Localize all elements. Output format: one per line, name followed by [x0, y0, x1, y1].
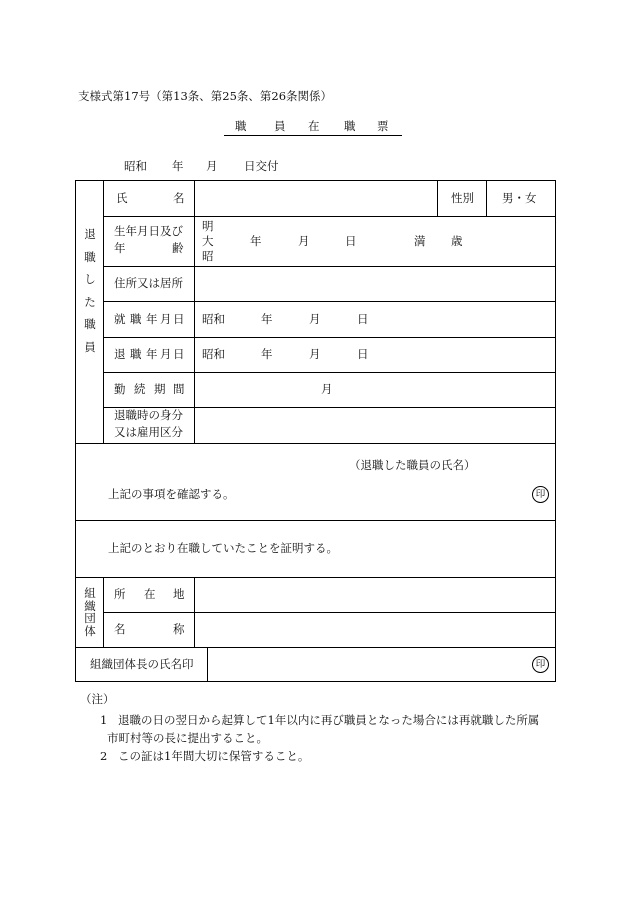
era-showa: 昭: [202, 249, 214, 263]
era-meiji: 明: [202, 219, 214, 233]
title-char: 在: [308, 119, 320, 133]
org-location-field[interactable]: [195, 578, 555, 612]
gender-divider-right: [486, 181, 487, 217]
confirmation-text: 上記の事項を確認する。: [108, 487, 235, 501]
employment-year: 年: [261, 312, 273, 326]
section-line: [76, 443, 555, 444]
status-label: 又は雇用区分: [114, 425, 183, 439]
status-label: 退職時の身分: [114, 408, 183, 422]
name-label: 名: [173, 191, 185, 205]
row-line: [103, 301, 555, 302]
status-field[interactable]: [195, 408, 555, 442]
retirement-year: 年: [261, 347, 273, 361]
title-char: 職: [235, 119, 247, 133]
section-divider: [103, 181, 104, 443]
birth-day: 日: [345, 234, 357, 248]
org-head-name-field[interactable]: [208, 648, 528, 681]
age-label: 齢: [172, 241, 184, 255]
employment-month: 月: [309, 312, 321, 326]
label-divider: [194, 181, 195, 443]
title-char: 員: [274, 119, 286, 133]
seal-mark: 印: [532, 486, 549, 503]
title-underline: [224, 135, 402, 136]
row-line: [103, 337, 555, 338]
row-line: [103, 372, 555, 373]
note-text: 退職の日の翌日から起算して1年以内に再び職員となった場合には再就職した所属: [118, 713, 540, 727]
form-table: 退 職 し た 職 員 氏 名 性別 男・女 生年月日及び 年 齢 明 大 昭 年 月 日 満 歳 住所又は居所 就 職 年 月 日 昭和 年 月 日 退 職 年 月 日 昭和 年 月 日 勤 続 期 間 月 退職時の身分 又は雇用区分 （退職した職員の氏名） 上記の事項を確認する。 印 上記のとおり在職していたことを証明する。 組 織 団 体 所 在 地 名 称 組織団体長の氏名印 印: [75, 180, 556, 682]
form-number: 支様式第17号（第13条、第25条、第26条関係）: [78, 89, 333, 103]
section-line: [76, 520, 555, 521]
issue-month: 月: [206, 159, 218, 173]
address-label: 住所又は居所: [114, 276, 183, 290]
birth-label: 生年月日及び: [114, 224, 183, 238]
age-label: 年: [114, 241, 126, 255]
title-char: 職: [344, 119, 356, 133]
employment-era: 昭和: [202, 312, 225, 326]
notes-heading: （注）: [80, 692, 115, 706]
retirement-day: 日: [357, 347, 369, 361]
title-char: 票: [377, 119, 389, 133]
service-month: 月: [321, 382, 333, 396]
certification-text: 上記のとおり在職していたことを証明する。: [108, 541, 338, 555]
retirement-era: 昭和: [202, 347, 225, 361]
note-text: この証は1年間大切に保管すること。: [118, 749, 310, 763]
row-line: [103, 216, 555, 217]
employment-day: 日: [357, 312, 369, 326]
retirement-month: 月: [309, 347, 321, 361]
retired-employee-section-label: 退 職 し た 職 員: [84, 227, 96, 354]
era-taisho: 大: [202, 234, 214, 248]
gender-label: 性別: [451, 191, 474, 205]
seal-mark: 印: [532, 656, 549, 673]
address-field[interactable]: [195, 267, 555, 301]
full-age: 満: [414, 234, 426, 248]
age-unit: 歳: [451, 234, 463, 248]
birth-month: 月: [298, 234, 310, 248]
birth-year: 年: [250, 234, 262, 248]
name-label: 氏: [116, 191, 128, 205]
org-head-label: 組織団体長の氏名印: [90, 657, 194, 671]
issue-year: 年: [172, 159, 184, 173]
org-section-label: 組 織 団 体: [84, 586, 96, 638]
gender-value[interactable]: 男・女: [502, 191, 537, 205]
note-text: 市町村等の長に提出すること。: [107, 731, 268, 745]
note-number: 1: [100, 713, 108, 727]
name-field[interactable]: [195, 182, 436, 215]
retired-employee-name-label: （退職した職員の氏名）: [349, 458, 476, 472]
issue-era: 昭和: [124, 159, 147, 173]
org-name-field[interactable]: [195, 613, 555, 647]
issue-day: 日交付: [244, 159, 279, 173]
note-number: 2: [100, 749, 108, 763]
gender-divider-left: [437, 181, 438, 217]
